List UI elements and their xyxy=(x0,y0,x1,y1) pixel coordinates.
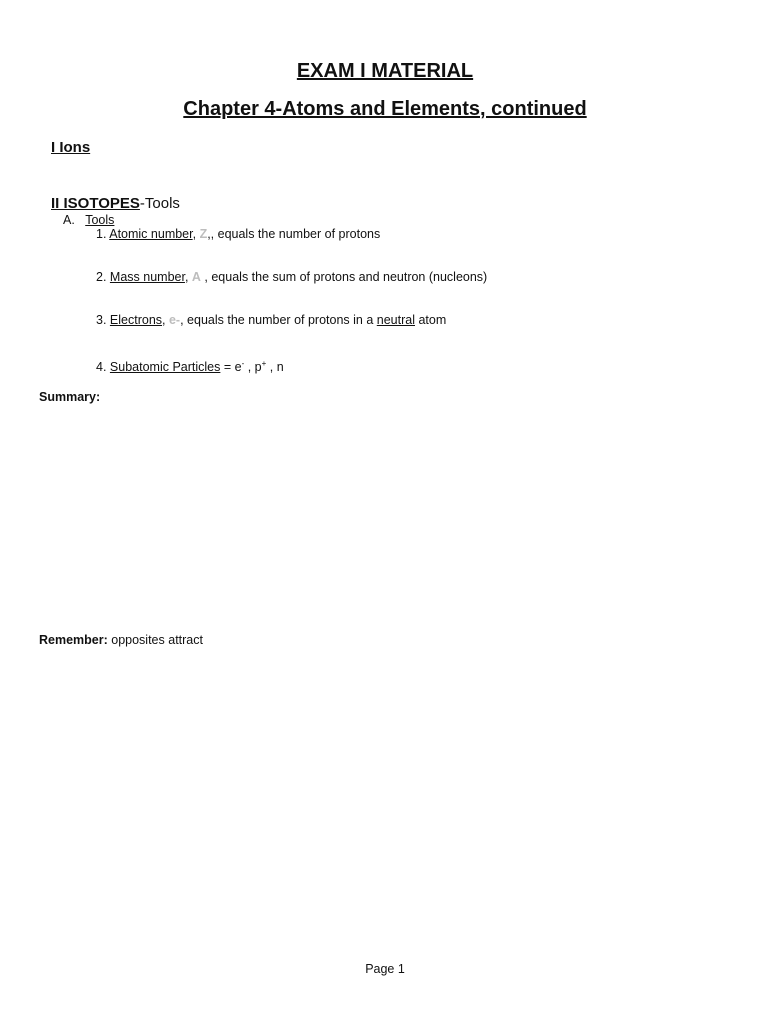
item-number: 3. xyxy=(96,313,107,327)
item-term: Atomic number xyxy=(109,227,193,241)
section-isotopes-heading xyxy=(51,195,180,212)
item-definition-end: atom xyxy=(415,313,447,327)
subsection-letter: A. xyxy=(63,213,75,227)
list-item-mass-number xyxy=(96,270,487,284)
item-definition: , equals the number of protons in a xyxy=(180,313,377,327)
item-number: 1. xyxy=(96,227,107,241)
item-definition: ,, equals the number of protons xyxy=(207,227,381,241)
page-number: Page 1 xyxy=(365,962,405,976)
document-title: EXAM I MATERIAL xyxy=(296,60,474,82)
item-definition: , equals the sum of protons and neutron (nucleons) xyxy=(200,270,488,284)
proton-charge: + xyxy=(261,359,267,368)
list-item-electrons xyxy=(96,313,446,327)
item-symbol: e- xyxy=(168,313,181,327)
chapter-title: Chapter 4-Atoms and Elements, continued xyxy=(183,98,587,120)
item-symbol: A xyxy=(191,270,201,284)
item-separator: , xyxy=(162,313,169,327)
item-separator: , xyxy=(184,270,192,284)
isotopes-suffix: -Tools xyxy=(139,195,180,212)
list-item-atomic-number xyxy=(96,227,380,241)
neutron-symbol: , n xyxy=(266,360,284,374)
list-item-subatomic-particles xyxy=(96,359,284,374)
item-term: Mass number xyxy=(109,270,185,284)
item-number: 4. xyxy=(96,360,107,374)
section-ions-heading: I Ions xyxy=(51,139,91,156)
subsection-a xyxy=(63,213,114,227)
remember-text: opposites attract xyxy=(107,633,203,647)
item-symbol: Z xyxy=(199,227,208,241)
subsection-label: Tools xyxy=(85,213,115,227)
item-term: Electrons xyxy=(109,313,163,327)
remember-label: Remember: xyxy=(39,633,108,647)
item-term: Subatomic Particles xyxy=(109,360,221,374)
electron-symbol: = e xyxy=(220,360,242,374)
proton-symbol: , p xyxy=(244,360,262,374)
isotopes-label: II ISOTOPES xyxy=(51,195,140,212)
electron-charge: - xyxy=(241,359,245,368)
item-neutral-term: neutral xyxy=(376,313,415,327)
item-number: 2. xyxy=(96,270,107,284)
item-separator: , xyxy=(192,227,200,241)
summary-label: Summary: xyxy=(39,390,101,404)
remember-line xyxy=(39,633,203,647)
